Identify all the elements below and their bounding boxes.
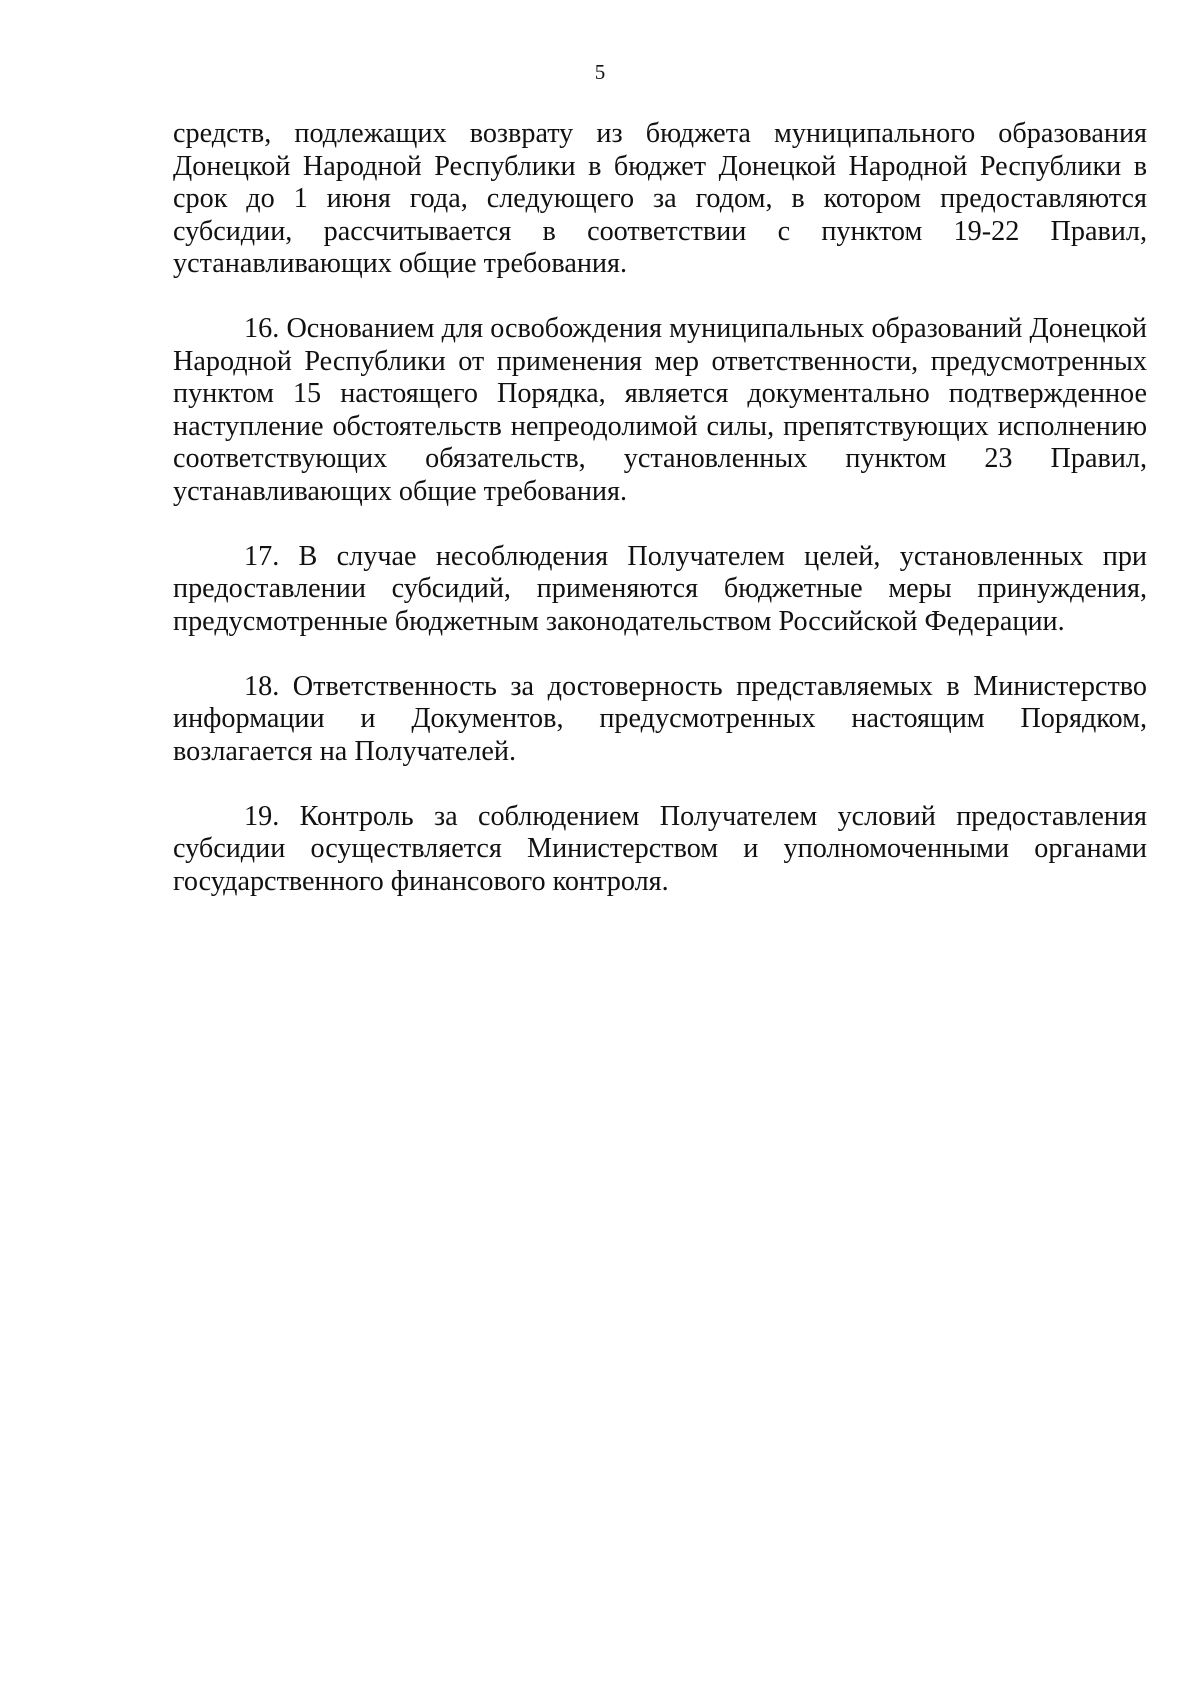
paragraph-16: 16. Основанием для освобождения муниципальных образований Донецкой Народной Республики от применения мер ответственности, предусмотренных пунктом 15 настоящего Порядка, является документально подтвержденное наступление обстоятельств непреодолимой силы, препятствующих исполнению соответствующих обязательств, установленных пунктом 23 Правил, устанавливающих общие требования.: [173, 313, 1147, 507]
paragraph-19: 19. Контроль за соблюдением Получателем условий предоставления субсидии осуществляется Министерством и уполномоченными органами государственного финансового контроля.: [173, 800, 1147, 897]
paragraph-15-continuation: средств, подлежащих возврату из бюджета муниципального образования Донецкой Народной Республики в бюджет Донецкой Народной Республики в срок до 1 июня года, следующего за годом, в котором предоставляются субсидии, рассчитывается в соответствии с пунктом 19-22 Правил, устанавливающих общие требования.: [173, 118, 1147, 279]
page-number: 5: [594, 60, 606, 84]
document-body: [173, 118, 1147, 931]
paragraph-17: 17. В случае несоблюдения Получателем целей, установленных при предоставлении субсидий, применяются бюджетные меры принуждения, предусмотренные бюджетным законодательством Российской Федерации.: [173, 540, 1147, 637]
paragraph-18: 18. Ответственность за достоверность представляемых в Министерство информации и Документов, предусмотренных настоящим Порядком, возлагается на Получателей.: [173, 670, 1147, 767]
